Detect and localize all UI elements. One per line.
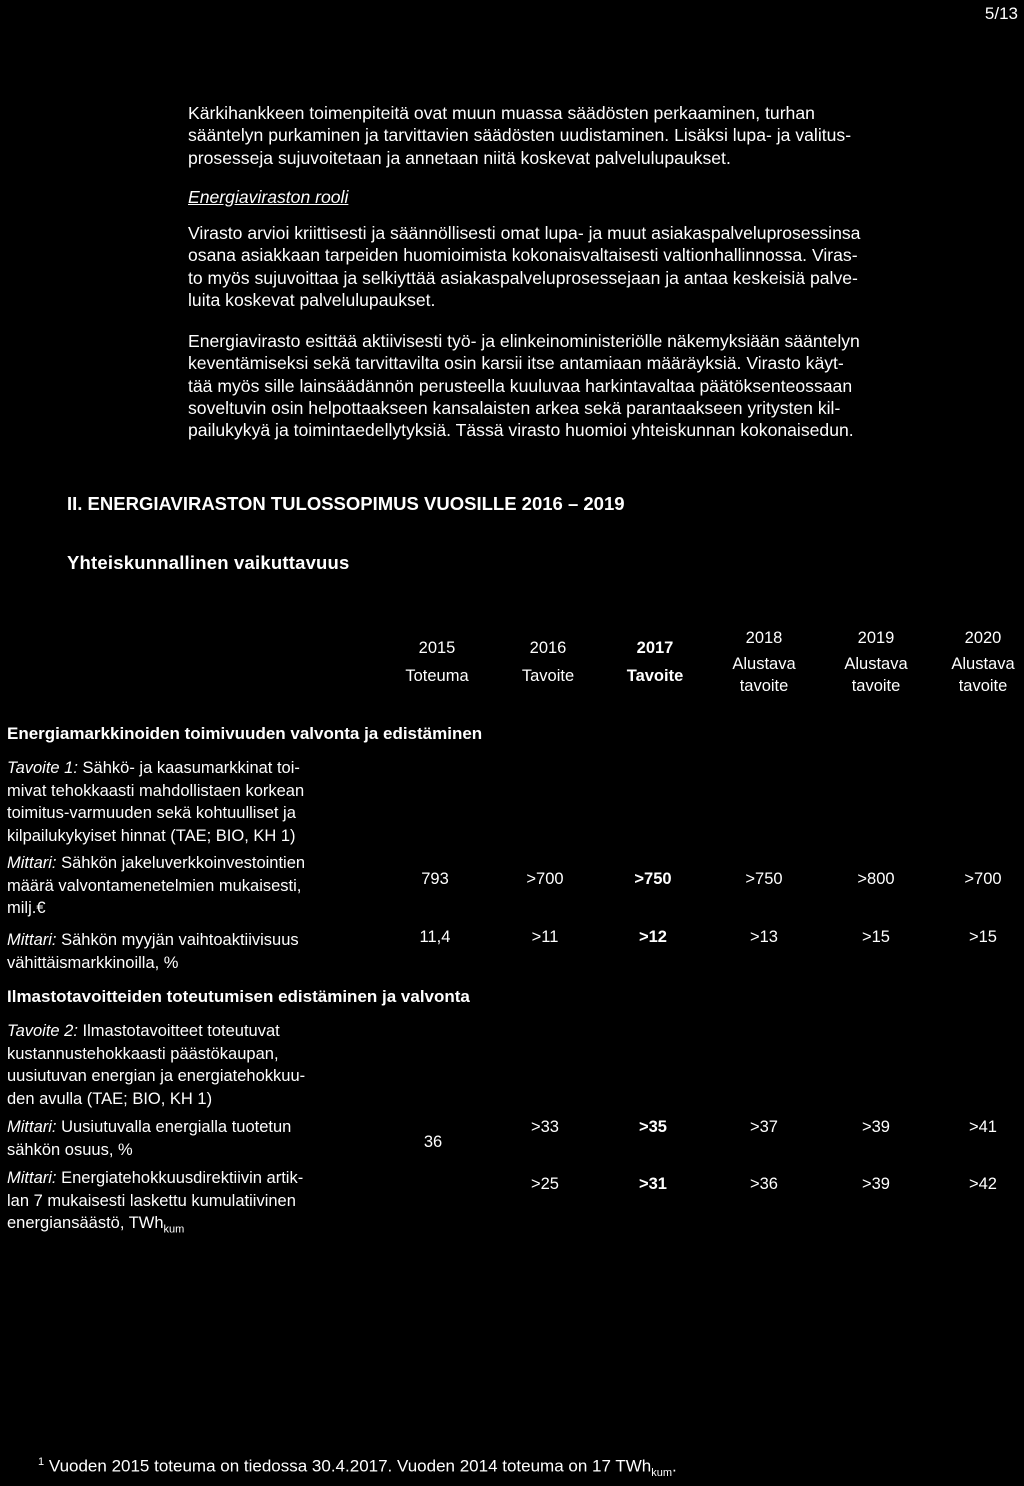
column-label: Alustava <box>732 655 796 673</box>
text-line: Uusiutuvalla energialla tuotetun <box>61 1118 292 1136</box>
text-line: Energiavirasto esittää aktiivisesti työ- ja elinkeinoministeriölle näkemyksiään sääntelyn <box>188 331 860 351</box>
value-cell: >700 <box>526 870 564 888</box>
text-line: den avulla (TAE; BIO, KH 1) <box>7 1089 213 1108</box>
goal-prefix: Tavoite 1: <box>7 759 78 777</box>
value-cell: >41 <box>969 1118 997 1136</box>
value-cell: >750 <box>634 870 672 888</box>
value-cell: >25 <box>531 1175 559 1193</box>
text-line: vähittäismarkkinoilla, % <box>7 953 179 972</box>
subsection-title: Yhteiskunnallinen vaikuttavuus <box>67 552 350 573</box>
text-line: sähkön osuus, % <box>7 1140 133 1159</box>
text-line: Sähkö- ja kaasumarkkinat toi- <box>82 759 300 777</box>
group-title: Energiamarkkinoiden toimivuuden valvonta ja edistäminen <box>7 724 483 743</box>
text-line: to myös sujuvoittaa ja selkiyttää asiakaspalveluprosessejaan ja antaa keskeisiä palve- <box>188 267 858 288</box>
text-line: keventämiseksi sekä tarvittavilta osin karsii itse antamiaan määräyksiä. Virasto käyt- <box>188 353 844 374</box>
role-heading: Energiaviraston rooli <box>188 187 349 207</box>
value-cell: >39 <box>862 1175 890 1193</box>
column-label: Alustava <box>844 655 908 673</box>
column-label: tavoite <box>958 677 1008 695</box>
text-line: soveltuvin osin helpottaakseen kansalaisten arkea sekä parantaakseen yritysten kil- <box>188 397 841 418</box>
metric-energy-savings <box>7 1167 377 1241</box>
value-cell: >12 <box>639 928 667 946</box>
intro-line: Kärkihankkeen toimenpiteitä ovat muun muassa säädösten perkaaminen, turhan <box>188 103 815 123</box>
footnote-marker: 1 <box>38 1456 45 1468</box>
column-label: tavoite <box>739 677 789 695</box>
text-line: tää myös sille lainsäädännön perusteella kuuluvaa harkintavaltaa päätöksenteossaan <box>188 375 853 396</box>
page-number: 5/13 <box>984 4 1018 23</box>
column-header-2015 <box>382 637 492 687</box>
column-header-2018 <box>709 627 819 697</box>
role-paragraph-1 <box>188 222 978 311</box>
text-line: Ilmastotavoitteet toteutuvat <box>82 1022 280 1040</box>
metric-switching <box>7 929 377 974</box>
text-line: mivat tehokkaasti mahdollistaen korkean <box>7 781 305 800</box>
text-line: kustannustehokkaasti päästökaupan, <box>7 1044 279 1063</box>
unit-subscript: kum <box>163 1223 185 1236</box>
column-header-2016 <box>493 637 603 687</box>
text-line: Sähkön jakeluverkkoinvestointien <box>61 854 306 872</box>
value-cell: >36 <box>750 1175 778 1193</box>
text-line: Virasto arvioi kriittisesti ja säännöllisesti omat lupa- ja muut asiakaspalveluprosessinsa <box>188 223 861 243</box>
metric-prefix: Mittari: <box>7 1118 57 1136</box>
text-line: energiansäästö, TWh <box>7 1214 164 1232</box>
metric-prefix: Mittari: <box>7 931 57 949</box>
column-year: 2017 <box>636 639 674 657</box>
value-cell: >700 <box>964 870 1002 888</box>
value-cell: >15 <box>862 928 890 946</box>
text-line: luita koskevat palvelulupaukset. <box>188 289 436 310</box>
column-label: tavoite <box>851 677 901 695</box>
value-cell: >13 <box>750 928 778 946</box>
role-paragraph-2 <box>188 330 978 441</box>
column-year: 2015 <box>418 639 456 657</box>
text-line: määrä valvontamenetelmien mukaisesti, <box>7 876 302 895</box>
value-cell: >42 <box>969 1175 997 1193</box>
column-header-2019 <box>821 627 931 697</box>
metric-prefix: Mittari: <box>7 1169 57 1187</box>
column-label: Alustava <box>951 655 1015 673</box>
goal-2 <box>7 1020 377 1110</box>
column-header-2017 <box>600 637 710 687</box>
value-cell: >33 <box>531 1118 559 1136</box>
metric-investments <box>7 852 377 920</box>
metric-prefix: Mittari: <box>7 854 57 872</box>
text-line: milj.€ <box>7 899 46 917</box>
value-cell: >11 <box>531 928 559 946</box>
footnote-end: . <box>672 1456 677 1476</box>
value-cell: >800 <box>857 870 895 888</box>
value-cell: >750 <box>745 870 783 888</box>
value-cell: >35 <box>639 1118 667 1136</box>
column-year: 2019 <box>857 629 895 647</box>
value-cell: >31 <box>639 1175 667 1193</box>
column-year: 2020 <box>964 629 1002 647</box>
text-line: Energiatehokkuusdirektiivin artik- <box>61 1169 304 1187</box>
column-label: Tavoite <box>626 667 684 685</box>
goal-prefix: Tavoite 2: <box>7 1022 78 1040</box>
intro-paragraph <box>188 102 978 169</box>
text-line: Sähkön myyjän vaihtoaktiivisuus <box>61 931 299 949</box>
footnote <box>38 1456 677 1479</box>
text-line: pailukykyä ja toimintaedellytyksiä. Tässä virasto huomioi yhteiskunnan kokonaisedun. <box>188 420 854 441</box>
intro-line: prosesseja sujuvoitetaan ja annetaan niitä koskevat palvelulupaukset. <box>188 147 731 168</box>
text-line: uusiutuvan energian ja energiatehokkuu- <box>7 1067 306 1085</box>
metric-renewables <box>7 1116 377 1161</box>
value-cell: >15 <box>969 928 997 946</box>
goal-1 <box>7 757 377 847</box>
column-header-2020 <box>928 627 1024 697</box>
intro-line: sääntelyn purkaminen ja tarvittavien säädösten uudistaminen. Lisäksi lupa- ja valitus- <box>188 125 852 146</box>
column-year: 2018 <box>745 629 783 647</box>
value-cell: 36 <box>423 1133 443 1151</box>
footnote-text: Vuoden 2015 toteuma on tiedossa 30.4.2017. Vuoden 2014 toteuma on 17 TWh <box>48 1456 652 1476</box>
value-cell: >37 <box>750 1118 778 1136</box>
text-line: toimitus-varmuuden sekä kohtuulliset ja <box>7 804 296 822</box>
value-cell: >39 <box>862 1118 890 1136</box>
column-year: 2016 <box>529 639 567 657</box>
column-label: Toteuma <box>405 667 469 685</box>
value-cell: 11,4 <box>419 928 451 946</box>
group-title: Ilmastotavoitteiden toteutumisen edistäminen ja valvonta <box>7 987 470 1006</box>
column-label: Tavoite <box>521 667 575 685</box>
footnote-subscript: kum <box>651 1467 673 1480</box>
text-line: kilpailukykyiset hinnat (TAE; BIO, KH 1) <box>7 826 296 845</box>
text-line: lan 7 mukaisesti laskettu kumulatiivinen <box>7 1191 296 1210</box>
text-line: osana asiakkaan tarpeiden huomioimista kokonaisvaltaisesti valtionhallinnossa. Viras- <box>188 245 858 266</box>
value-cell: 793 <box>421 870 449 888</box>
section-title: II. ENERGIAVIRASTON TULOSSOPIMUS VUOSILLE 2016 – 2019 <box>67 493 625 514</box>
